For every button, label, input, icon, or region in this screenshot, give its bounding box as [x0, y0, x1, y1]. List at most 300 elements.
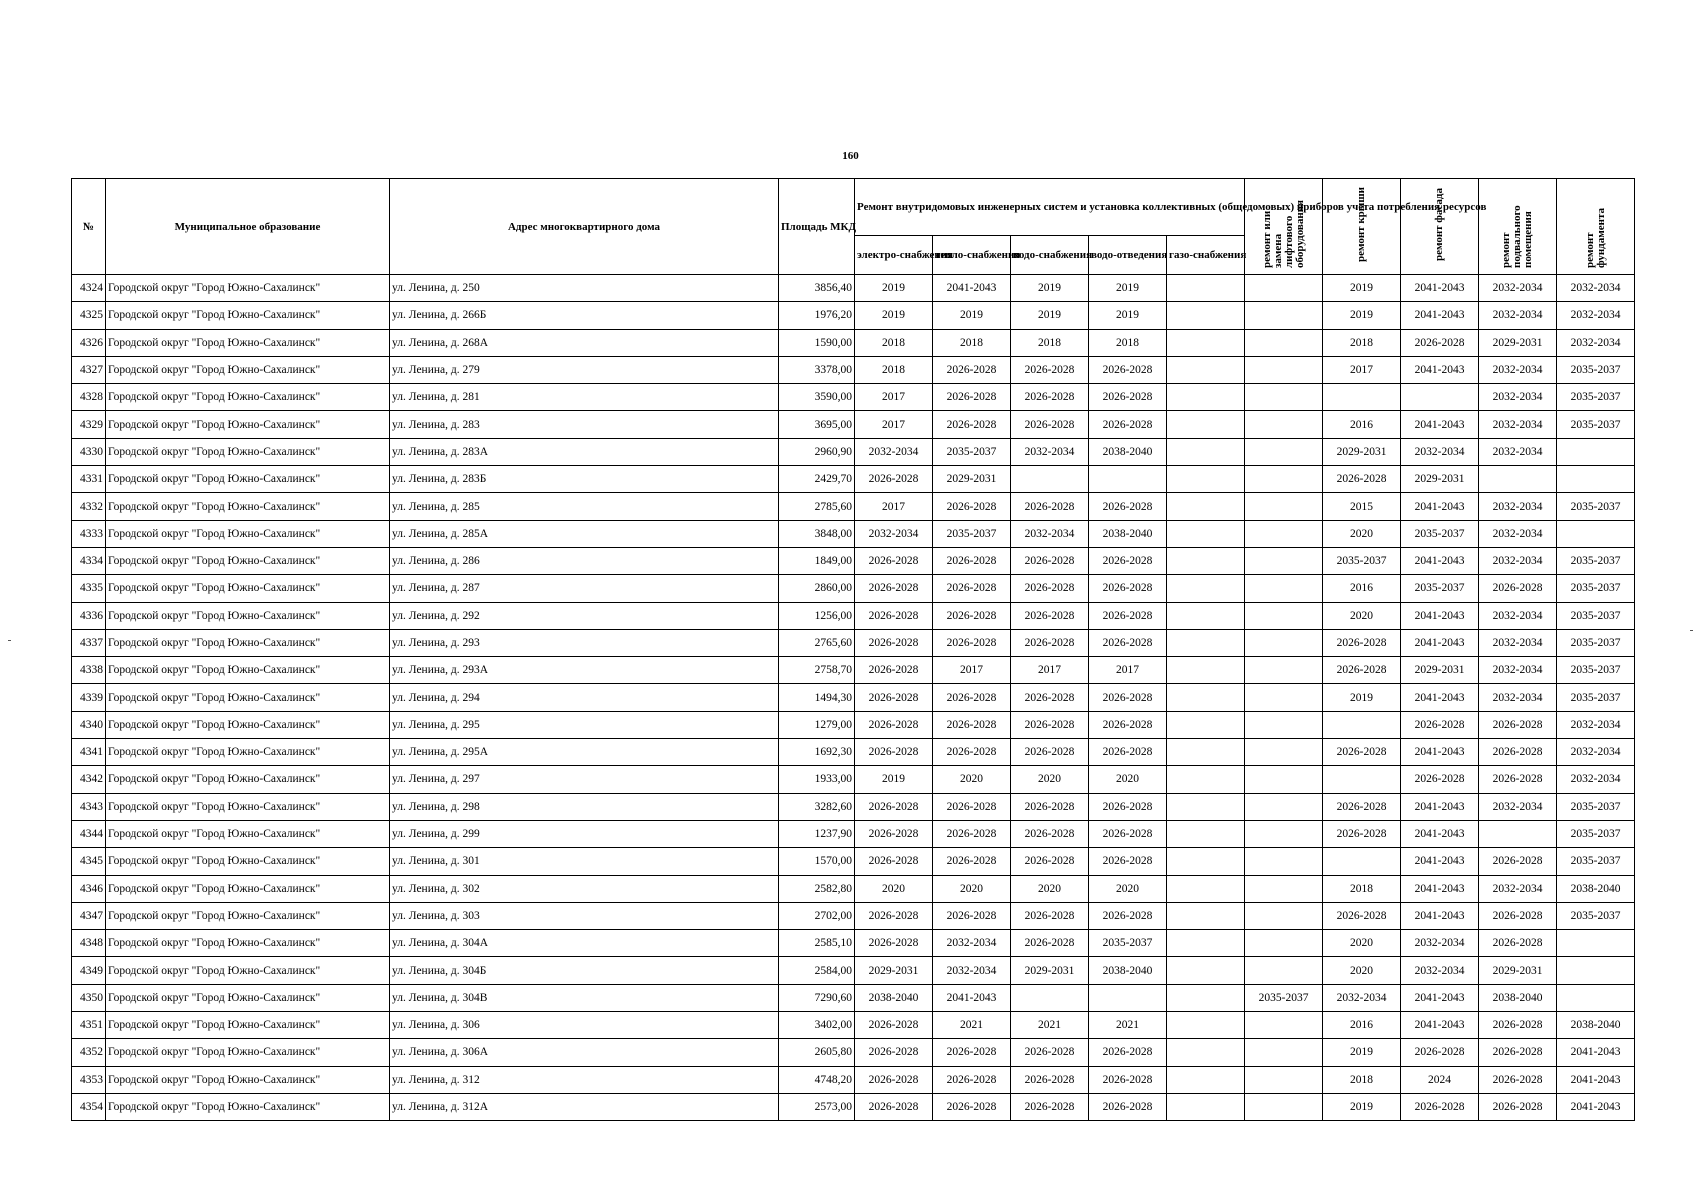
- water-supply-cell: 2026-2028: [1011, 684, 1089, 711]
- elevator-cell: [1245, 820, 1323, 847]
- address-cell: ул. Ленина, д. 293: [390, 629, 779, 656]
- heating-cell: 2017: [933, 657, 1011, 684]
- address-cell: ул. Ленина, д. 304Б: [390, 957, 779, 984]
- elevator-cell: [1245, 520, 1323, 547]
- header-facade-label: ремонт фасада: [1433, 188, 1446, 262]
- area-cell: 2702,00: [779, 902, 855, 929]
- facade-cell: 2041-2043: [1401, 547, 1479, 574]
- header-municipality: Муниципальное образование: [106, 179, 390, 275]
- electricity-cell: 2026-2028: [855, 902, 933, 929]
- municipality-cell: Городской округ "Город Южно-Сахалинск": [106, 1066, 390, 1093]
- electricity-cell: 2018: [855, 329, 933, 356]
- basement-cell: 2026-2028: [1479, 848, 1557, 875]
- header-area: Площадь МКД: [779, 179, 855, 275]
- roof-cell: 2018: [1323, 329, 1401, 356]
- municipality-cell: Городской округ "Город Южно-Сахалинск": [106, 302, 390, 329]
- electricity-cell: 2026-2028: [855, 629, 933, 656]
- electricity-cell: 2019: [855, 302, 933, 329]
- area-cell: 2960,90: [779, 438, 855, 465]
- facade-cell: 2041-2043: [1401, 848, 1479, 875]
- electricity-cell: 2026-2028: [855, 466, 933, 493]
- header-electricity: электро-снабжения: [855, 235, 933, 274]
- area-cell: 2785,60: [779, 493, 855, 520]
- area-cell: 3848,00: [779, 520, 855, 547]
- elevator-cell: [1245, 930, 1323, 957]
- area-cell: 1692,30: [779, 739, 855, 766]
- basement-cell: 2032-2034: [1479, 438, 1557, 465]
- elevator-cell: [1245, 575, 1323, 602]
- electricity-cell: 2026-2028: [855, 1039, 933, 1066]
- table-row: [72, 820, 1635, 847]
- area-cell: 3695,00: [779, 411, 855, 438]
- address-cell: ул. Ленина, д. 312: [390, 1066, 779, 1093]
- electricity-cell: 2026-2028: [855, 575, 933, 602]
- address-cell: ул. Ленина, д. 266Б: [390, 302, 779, 329]
- sewerage-cell: 2026-2028: [1089, 384, 1167, 411]
- area-cell: 3282,60: [779, 793, 855, 820]
- elevator-cell: [1245, 329, 1323, 356]
- sewerage-cell: 2026-2028: [1089, 1039, 1167, 1066]
- roof-cell: 2015: [1323, 493, 1401, 520]
- foundation-cell: 2032-2034: [1557, 329, 1635, 356]
- gas-cell: [1167, 411, 1245, 438]
- header-address: Адрес многоквартирного дома: [390, 179, 779, 275]
- table-row: [72, 684, 1635, 711]
- water-supply-cell: 2021: [1011, 1012, 1089, 1039]
- foundation-cell: 2035-2037: [1557, 684, 1635, 711]
- electricity-cell: 2026-2028: [855, 848, 933, 875]
- header-facade: [1401, 179, 1479, 275]
- elevator-cell: [1245, 902, 1323, 929]
- facade-cell: 2041-2043: [1401, 902, 1479, 929]
- area-cell: 2585,10: [779, 930, 855, 957]
- table-row: [72, 466, 1635, 493]
- gas-cell: [1167, 957, 1245, 984]
- facade-cell: 2041-2043: [1401, 275, 1479, 302]
- row-number: 4346: [72, 875, 106, 902]
- basement-cell: 2032-2034: [1479, 793, 1557, 820]
- sewerage-cell: 2026-2028: [1089, 411, 1167, 438]
- gas-cell: [1167, 302, 1245, 329]
- header-heating: тепло-снабжения: [933, 235, 1011, 274]
- gas-cell: [1167, 684, 1245, 711]
- area-cell: 3402,00: [779, 1012, 855, 1039]
- heating-cell: 2026-2028: [933, 1039, 1011, 1066]
- table-row: [72, 1066, 1635, 1093]
- elevator-cell: [1245, 547, 1323, 574]
- roof-cell: 2019: [1323, 1093, 1401, 1120]
- roof-cell: 2016: [1323, 411, 1401, 438]
- heating-cell: 2026-2028: [933, 739, 1011, 766]
- water-supply-cell: 2026-2028: [1011, 930, 1089, 957]
- municipality-cell: Городской округ "Город Южно-Сахалинск": [106, 930, 390, 957]
- water-supply-cell: 2026-2028: [1011, 384, 1089, 411]
- roof-cell: [1323, 384, 1401, 411]
- table-row: [72, 875, 1635, 902]
- header-water-supply: водо-снабжения: [1011, 235, 1089, 274]
- municipality-cell: Городской округ "Город Южно-Сахалинск": [106, 356, 390, 383]
- water-supply-cell: 2020: [1011, 875, 1089, 902]
- header-gas: газо-снабжения: [1167, 235, 1245, 274]
- roof-cell: 2026-2028: [1323, 902, 1401, 929]
- address-cell: ул. Ленина, д. 283А: [390, 438, 779, 465]
- sewerage-cell: 2020: [1089, 766, 1167, 793]
- heating-cell: 2026-2028: [933, 848, 1011, 875]
- water-supply-cell: 2029-2031: [1011, 957, 1089, 984]
- area-cell: 1237,90: [779, 820, 855, 847]
- heating-cell: 2026-2028: [933, 629, 1011, 656]
- sewerage-cell: 2020: [1089, 875, 1167, 902]
- table-row: [72, 739, 1635, 766]
- table-row: [72, 902, 1635, 929]
- elevator-cell: [1245, 438, 1323, 465]
- sewerage-cell: [1089, 984, 1167, 1011]
- elevator-cell: [1245, 1066, 1323, 1093]
- electricity-cell: 2017: [855, 384, 933, 411]
- electricity-cell: 2026-2028: [855, 547, 933, 574]
- area-cell: 2573,00: [779, 1093, 855, 1120]
- foundation-cell: 2035-2037: [1557, 411, 1635, 438]
- water-supply-cell: 2017: [1011, 657, 1089, 684]
- municipality-cell: Городской округ "Город Южно-Сахалинск": [106, 793, 390, 820]
- water-supply-cell: 2019: [1011, 302, 1089, 329]
- basement-cell: [1479, 820, 1557, 847]
- table-row: [72, 575, 1635, 602]
- basement-cell: 2032-2034: [1479, 602, 1557, 629]
- roof-cell: 2019: [1323, 684, 1401, 711]
- row-number: 4332: [72, 493, 106, 520]
- header-no: №: [72, 179, 106, 275]
- elevator-cell: [1245, 302, 1323, 329]
- gas-cell: [1167, 329, 1245, 356]
- elevator-cell: [1245, 793, 1323, 820]
- sewerage-cell: 2026-2028: [1089, 793, 1167, 820]
- table-row: [72, 602, 1635, 629]
- row-number: 4354: [72, 1093, 106, 1120]
- row-number: 4328: [72, 384, 106, 411]
- roof-cell: 2020: [1323, 602, 1401, 629]
- foundation-cell: [1557, 984, 1635, 1011]
- electricity-cell: 2026-2028: [855, 602, 933, 629]
- sewerage-cell: 2026-2028: [1089, 1093, 1167, 1120]
- foundation-cell: 2032-2034: [1557, 711, 1635, 738]
- facade-cell: 2026-2028: [1401, 329, 1479, 356]
- header-basement: [1479, 179, 1557, 275]
- table-row: [72, 302, 1635, 329]
- basement-cell: 2032-2034: [1479, 384, 1557, 411]
- basement-cell: 2026-2028: [1479, 930, 1557, 957]
- water-supply-cell: 2026-2028: [1011, 739, 1089, 766]
- foundation-cell: 2041-2043: [1557, 1066, 1635, 1093]
- row-number: 4335: [72, 575, 106, 602]
- sewerage-cell: 2026-2028: [1089, 820, 1167, 847]
- area-cell: 1590,00: [779, 329, 855, 356]
- municipality-cell: Городской округ "Город Южно-Сахалинск": [106, 657, 390, 684]
- heating-cell: 2041-2043: [933, 275, 1011, 302]
- water-supply-cell: 2026-2028: [1011, 793, 1089, 820]
- electricity-cell: 2032-2034: [855, 438, 933, 465]
- gas-cell: [1167, 711, 1245, 738]
- roof-cell: 2018: [1323, 875, 1401, 902]
- elevator-cell: [1245, 1012, 1323, 1039]
- facade-cell: 2041-2043: [1401, 629, 1479, 656]
- sewerage-cell: 2035-2037: [1089, 930, 1167, 957]
- foundation-cell: 2035-2037: [1557, 493, 1635, 520]
- foundation-cell: 2032-2034: [1557, 302, 1635, 329]
- roof-cell: 2020: [1323, 930, 1401, 957]
- address-cell: ул. Ленина, д. 293А: [390, 657, 779, 684]
- electricity-cell: 2038-2040: [855, 984, 933, 1011]
- municipality-cell: Городской округ "Город Южно-Сахалинск": [106, 1039, 390, 1066]
- roof-cell: 2017: [1323, 356, 1401, 383]
- elevator-cell: [1245, 1039, 1323, 1066]
- address-cell: ул. Ленина, д. 285: [390, 493, 779, 520]
- heating-cell: 2019: [933, 302, 1011, 329]
- roof-cell: 2026-2028: [1323, 629, 1401, 656]
- electricity-cell: 2026-2028: [855, 820, 933, 847]
- row-number: 4334: [72, 547, 106, 574]
- foundation-cell: [1557, 930, 1635, 957]
- sewerage-cell: 2018: [1089, 329, 1167, 356]
- foundation-cell: [1557, 957, 1635, 984]
- roof-cell: [1323, 711, 1401, 738]
- basement-cell: 2032-2034: [1479, 629, 1557, 656]
- address-cell: ул. Ленина, д. 279: [390, 356, 779, 383]
- foundation-cell: 2035-2037: [1557, 902, 1635, 929]
- address-cell: ул. Ленина, д. 287: [390, 575, 779, 602]
- heating-cell: 2026-2028: [933, 711, 1011, 738]
- heating-cell: 2021: [933, 1012, 1011, 1039]
- foundation-cell: 2035-2037: [1557, 820, 1635, 847]
- facade-cell: [1401, 384, 1479, 411]
- municipality-cell: Городской округ "Город Южно-Сахалинск": [106, 1093, 390, 1120]
- water-supply-cell: 2026-2028: [1011, 356, 1089, 383]
- elevator-cell: [1245, 657, 1323, 684]
- facade-cell: 2041-2043: [1401, 793, 1479, 820]
- sewerage-cell: 2019: [1089, 275, 1167, 302]
- elevator-cell: [1245, 711, 1323, 738]
- facade-cell: 2041-2043: [1401, 411, 1479, 438]
- roof-cell: 2020: [1323, 957, 1401, 984]
- table-row: [72, 493, 1635, 520]
- roof-cell: 2026-2028: [1323, 739, 1401, 766]
- municipality-cell: Городской округ "Город Южно-Сахалинск": [106, 411, 390, 438]
- header-elevator-label: ремонт или замена лифтового оборудования: [1260, 200, 1306, 268]
- heating-cell: 2026-2028: [933, 1093, 1011, 1120]
- basement-cell: 2029-2031: [1479, 329, 1557, 356]
- gas-cell: [1167, 848, 1245, 875]
- row-number: 4331: [72, 466, 106, 493]
- gas-cell: [1167, 793, 1245, 820]
- sewerage-cell: 2026-2028: [1089, 493, 1167, 520]
- area-cell: 2429,70: [779, 466, 855, 493]
- heating-cell: 2026-2028: [933, 575, 1011, 602]
- table-row: [72, 356, 1635, 383]
- table-row: [72, 848, 1635, 875]
- municipality-cell: Городской округ "Город Южно-Сахалинск": [106, 875, 390, 902]
- row-number: 4327: [72, 356, 106, 383]
- facade-cell: 2041-2043: [1401, 984, 1479, 1011]
- foundation-cell: [1557, 520, 1635, 547]
- facade-cell: 2041-2043: [1401, 820, 1479, 847]
- header-basement-label: ремонт подвального помещения: [1500, 205, 1535, 268]
- sewerage-cell: 2026-2028: [1089, 848, 1167, 875]
- table-row: [72, 766, 1635, 793]
- roof-cell: 2035-2037: [1323, 547, 1401, 574]
- address-cell: ул. Ленина, д. 304А: [390, 930, 779, 957]
- area-cell: 1279,00: [779, 711, 855, 738]
- elevator-cell: [1245, 275, 1323, 302]
- facade-cell: 2041-2043: [1401, 684, 1479, 711]
- foundation-cell: 2035-2037: [1557, 356, 1635, 383]
- electricity-cell: 2019: [855, 275, 933, 302]
- foundation-cell: 2035-2037: [1557, 629, 1635, 656]
- row-number: 4340: [72, 711, 106, 738]
- basement-cell: 2029-2031: [1479, 957, 1557, 984]
- row-number: 4347: [72, 902, 106, 929]
- basement-cell: 2032-2034: [1479, 657, 1557, 684]
- address-cell: ул. Ленина, д. 299: [390, 820, 779, 847]
- water-supply-cell: 2026-2028: [1011, 1066, 1089, 1093]
- row-number: 4353: [72, 1066, 106, 1093]
- heating-cell: 2026-2028: [933, 493, 1011, 520]
- electricity-cell: 2018: [855, 356, 933, 383]
- gas-cell: [1167, 875, 1245, 902]
- row-number: 4341: [72, 739, 106, 766]
- municipality-cell: Городской округ "Город Южно-Сахалинск": [106, 957, 390, 984]
- gas-cell: [1167, 493, 1245, 520]
- roof-cell: [1323, 848, 1401, 875]
- row-number: 4329: [72, 411, 106, 438]
- address-cell: ул. Ленина, д. 294: [390, 684, 779, 711]
- gas-cell: [1167, 820, 1245, 847]
- gas-cell: [1167, 1039, 1245, 1066]
- municipality-cell: Городской округ "Город Южно-Сахалинск": [106, 902, 390, 929]
- row-number: 4348: [72, 930, 106, 957]
- area-cell: 1256,00: [779, 602, 855, 629]
- facade-cell: 2029-2031: [1401, 466, 1479, 493]
- heating-cell: 2026-2028: [933, 902, 1011, 929]
- row-number: 4326: [72, 329, 106, 356]
- sewerage-cell: 2021: [1089, 1012, 1167, 1039]
- gas-cell: [1167, 657, 1245, 684]
- electricity-cell: 2026-2028: [855, 684, 933, 711]
- basement-cell: 2026-2028: [1479, 902, 1557, 929]
- sewerage-cell: 2038-2040: [1089, 520, 1167, 547]
- water-supply-cell: [1011, 466, 1089, 493]
- address-cell: ул. Ленина, д. 250: [390, 275, 779, 302]
- basement-cell: 2032-2034: [1479, 875, 1557, 902]
- municipality-cell: Городской округ "Город Южно-Сахалинск": [106, 629, 390, 656]
- row-number: 4351: [72, 1012, 106, 1039]
- foundation-cell: 2035-2037: [1557, 848, 1635, 875]
- address-cell: ул. Ленина, д. 283Б: [390, 466, 779, 493]
- address-cell: ул. Ленина, д. 303: [390, 902, 779, 929]
- sewerage-cell: 2026-2028: [1089, 575, 1167, 602]
- heating-cell: 2026-2028: [933, 820, 1011, 847]
- table-row: [72, 1093, 1635, 1120]
- municipality-cell: Городской округ "Город Южно-Сахалинск": [106, 684, 390, 711]
- table-row: [72, 1012, 1635, 1039]
- basement-cell: 2038-2040: [1479, 984, 1557, 1011]
- roof-cell: 2026-2028: [1323, 657, 1401, 684]
- address-cell: ул. Ленина, д. 292: [390, 602, 779, 629]
- table-row: [72, 657, 1635, 684]
- table-header: [72, 179, 1635, 275]
- table-row: [72, 384, 1635, 411]
- address-cell: ул. Ленина, д. 297: [390, 766, 779, 793]
- facade-cell: 2029-2031: [1401, 657, 1479, 684]
- sewerage-cell: 2026-2028: [1089, 739, 1167, 766]
- electricity-cell: 2029-2031: [855, 957, 933, 984]
- facade-cell: 2041-2043: [1401, 1012, 1479, 1039]
- elevator-cell: [1245, 411, 1323, 438]
- roof-cell: 2026-2028: [1323, 820, 1401, 847]
- electricity-cell: 2026-2028: [855, 1012, 933, 1039]
- area-cell: 1933,00: [779, 766, 855, 793]
- elevator-cell: [1245, 602, 1323, 629]
- area-cell: 4748,20: [779, 1066, 855, 1093]
- elevator-cell: [1245, 766, 1323, 793]
- water-supply-cell: 2026-2028: [1011, 411, 1089, 438]
- facade-cell: 2026-2028: [1401, 1093, 1479, 1120]
- water-supply-cell: [1011, 984, 1089, 1011]
- municipality-cell: Городской округ "Город Южно-Сахалинск": [106, 848, 390, 875]
- gas-cell: [1167, 984, 1245, 1011]
- foundation-cell: 2038-2040: [1557, 875, 1635, 902]
- basement-cell: 2032-2034: [1479, 684, 1557, 711]
- water-supply-cell: 2026-2028: [1011, 547, 1089, 574]
- facade-cell: 2024: [1401, 1066, 1479, 1093]
- facade-cell: 2026-2028: [1401, 766, 1479, 793]
- water-supply-cell: 2026-2028: [1011, 848, 1089, 875]
- sewerage-cell: 2017: [1089, 657, 1167, 684]
- gas-cell: [1167, 602, 1245, 629]
- water-supply-cell: 2032-2034: [1011, 438, 1089, 465]
- table-row: [72, 629, 1635, 656]
- header-foundation-label: ремонт фундамента: [1583, 208, 1607, 268]
- address-cell: ул. Ленина, д. 281: [390, 384, 779, 411]
- address-cell: ул. Ленина, д. 286: [390, 547, 779, 574]
- electricity-cell: 2017: [855, 493, 933, 520]
- basement-cell: 2026-2028: [1479, 1012, 1557, 1039]
- basement-cell: 2026-2028: [1479, 575, 1557, 602]
- table-row: [72, 984, 1635, 1011]
- area-cell: 7290,60: [779, 984, 855, 1011]
- sewerage-cell: 2038-2040: [1089, 957, 1167, 984]
- heating-cell: 2018: [933, 329, 1011, 356]
- electricity-cell: 2026-2028: [855, 1066, 933, 1093]
- basement-cell: 2032-2034: [1479, 411, 1557, 438]
- water-supply-cell: 2019: [1011, 275, 1089, 302]
- basement-cell: 2032-2034: [1479, 302, 1557, 329]
- elevator-cell: [1245, 629, 1323, 656]
- address-cell: ул. Ленина, д. 298: [390, 793, 779, 820]
- heating-cell: 2026-2028: [933, 356, 1011, 383]
- water-supply-cell: 2026-2028: [1011, 629, 1089, 656]
- municipality-cell: Городской округ "Город Южно-Сахалинск": [106, 384, 390, 411]
- table-row: [72, 711, 1635, 738]
- basement-cell: [1479, 466, 1557, 493]
- table-row: [72, 411, 1635, 438]
- sewerage-cell: 2026-2028: [1089, 629, 1167, 656]
- foundation-cell: [1557, 466, 1635, 493]
- row-number: 4324: [72, 275, 106, 302]
- table-row: [72, 438, 1635, 465]
- heating-cell: 2032-2034: [933, 957, 1011, 984]
- facade-cell: 2041-2043: [1401, 602, 1479, 629]
- municipality-cell: Городской округ "Город Южно-Сахалинск": [106, 520, 390, 547]
